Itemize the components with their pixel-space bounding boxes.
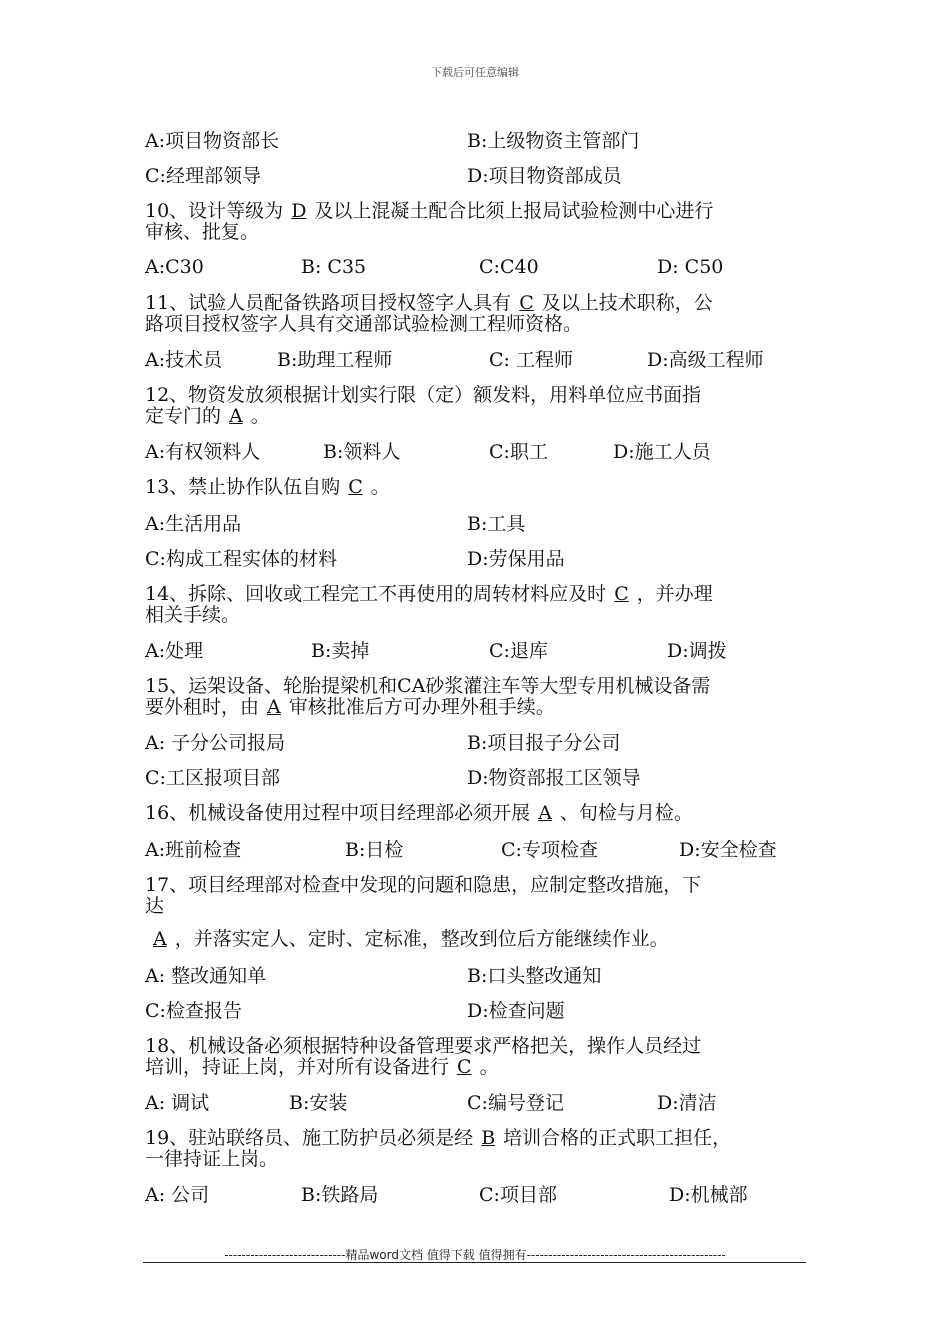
q11-option-d: D:高级工程师: [647, 349, 764, 371]
q18-option-b: B:安装: [289, 1092, 348, 1114]
q14-option-d: D:调拨: [667, 640, 727, 662]
page-footer: ----------------------------精品word文档 值得下载 值得拥有----------------------------------------------: [224, 1248, 726, 1262]
q17-options-row1: [145, 957, 810, 992]
q16-text: 16、机械设备使用过程中项目经理部必须开展 A 、旬检与月检。: [145, 802, 693, 824]
q15-option-a: A: 子分公司报局: [145, 732, 286, 754]
q19-option-d: D:机械部: [669, 1184, 748, 1206]
q10-option-c: C:C40: [479, 255, 539, 278]
q10-text: 10、设计等级为 D 及以上混凝土配合比须上报局试验检测中心进行 审核、批复。: [145, 200, 714, 243]
q15-option-b: B:项目报子分公司: [467, 732, 621, 754]
q18-option-d: D:清洁: [657, 1092, 717, 1114]
q19-answer: B: [481, 1127, 496, 1149]
q16-option-c: C:专项检查: [501, 839, 598, 861]
q19-option-b: B:铁路局: [301, 1184, 379, 1206]
q14-option-a: A:处理: [145, 640, 204, 662]
page-header: 下载后可任意编辑: [431, 66, 519, 79]
q12-text: 12、物资发放须根据计划实行限（定）额发料，用料单位应书面指 定专门的 A 。: [145, 384, 702, 427]
q11-option-b: B:助理工程师: [277, 349, 393, 371]
q9-option-a: A:项目物资部长: [145, 130, 280, 152]
q12-option-b: B:领料人: [323, 441, 401, 463]
q19-options: [145, 1176, 810, 1211]
q12-answer: A: [229, 405, 243, 427]
q17-option-a: A: 整改通知单: [145, 965, 267, 987]
q12-option-d: D:施工人员: [613, 441, 711, 463]
q13-option-d: D:劳保用品: [467, 548, 565, 570]
q10-answer: D: [291, 200, 307, 222]
q15-options-row1: [145, 724, 810, 759]
q14-option-b: B:卖掉: [311, 640, 370, 662]
q18-option-a: A: 调试: [145, 1092, 210, 1114]
q16-option-b: B:日检: [345, 839, 404, 861]
q12-option-c: C:职工: [489, 441, 548, 463]
q13-option-a: A:生活用品: [145, 513, 242, 535]
q16-option-d: D:安全检查: [679, 839, 777, 861]
q14-answer: C: [614, 583, 629, 605]
q9-option-d: D:项目物资部成员: [467, 165, 622, 187]
q15-text: 15、运架设备、轮胎提梁机和CA砂浆灌注车等大型专用机械设备需 要外租时，由 A 审核批准后方可办理外租手续。: [145, 675, 711, 718]
q10-option-d: D: C50: [657, 255, 724, 278]
q15-answer: A: [267, 696, 281, 718]
q17-options-row2: [145, 992, 810, 1027]
q13-option-b: B:工具: [467, 513, 526, 535]
q19-text: 19、驻站联络员、施工防护员必须是经 B 培训合格的正式职工担任， 一律持证上岗。: [145, 1127, 732, 1170]
q13-text: 13、禁止协作队伍自购 C 。: [145, 476, 390, 498]
q16-options: [145, 831, 810, 866]
q16-answer: A: [538, 802, 552, 824]
q15-option-d: D:物资部报工区领导: [467, 767, 641, 789]
q11-option-c: C: 工程师: [489, 349, 573, 371]
q18-text: 18、机械设备必须根据特种设备管理要求严格把关，操作人员经过 培训，持证上岗，并对所有设备进行 C 。: [145, 1035, 702, 1078]
q19-option-a: A: 公司: [145, 1184, 210, 1206]
q14-options: [145, 632, 810, 667]
q18-answer: C: [457, 1056, 472, 1078]
q17-option-b: B:口头整改通知: [467, 965, 602, 987]
q9-options-row1: [145, 122, 810, 157]
q17-text-continued: A ，并落实定人、定时、定标准，整改到位后方能继续作业。: [145, 917, 810, 951]
q13-answer: C: [348, 476, 363, 498]
footer-rule: [143, 1262, 806, 1263]
q17-text: 17、项目经理部对检查中发现的问题和隐患，应制定整改措施，下 达: [145, 874, 702, 917]
q10-options: [145, 249, 810, 284]
q18-option-c: C:编号登记: [467, 1092, 564, 1114]
q9-options-row2: [145, 157, 810, 192]
q15-option-c: C:工区报项目部: [145, 767, 280, 789]
q11-options: [145, 341, 810, 376]
q17-answer: A: [153, 928, 167, 950]
q9-option-b: B:上级物资主管部门: [467, 130, 640, 152]
q16-option-a: A:班前检查: [145, 839, 242, 861]
q12-option-a: A:有权领料人: [145, 441, 261, 463]
q13-options-row1: [145, 505, 810, 540]
q18-options: [145, 1084, 810, 1119]
q10-option-a: A:C30: [145, 255, 204, 278]
q13-options-row2: [145, 540, 810, 575]
q17-option-c: C:检查报告: [145, 1000, 242, 1022]
q10-option-b: B: C35: [301, 255, 367, 278]
q19-option-c: C:项目部: [479, 1184, 557, 1206]
q13-option-c: C:构成工程实体的材料: [145, 548, 337, 570]
q15-options-row2: [145, 759, 810, 794]
q9-option-c: C:经理部领导: [145, 165, 261, 187]
q11-option-a: A:技术员: [145, 349, 223, 371]
q17-option-d: D:检查问题: [467, 1000, 565, 1022]
q14-option-c: C:退库: [489, 640, 548, 662]
q14-text: 14、拆除、回收或工程完工不再使用的周转材料应及时 C ，并办理 相关手续。: [145, 583, 713, 626]
q11-answer: C: [519, 292, 534, 314]
question-list: [145, 122, 810, 1211]
q11-text: 11、试验人员配备铁路项目授权签字人具有 C 及以上技术职称，公 路项目授权签字人具有交通部试验检测工程师资格。: [145, 292, 713, 335]
q12-options: [145, 433, 810, 468]
